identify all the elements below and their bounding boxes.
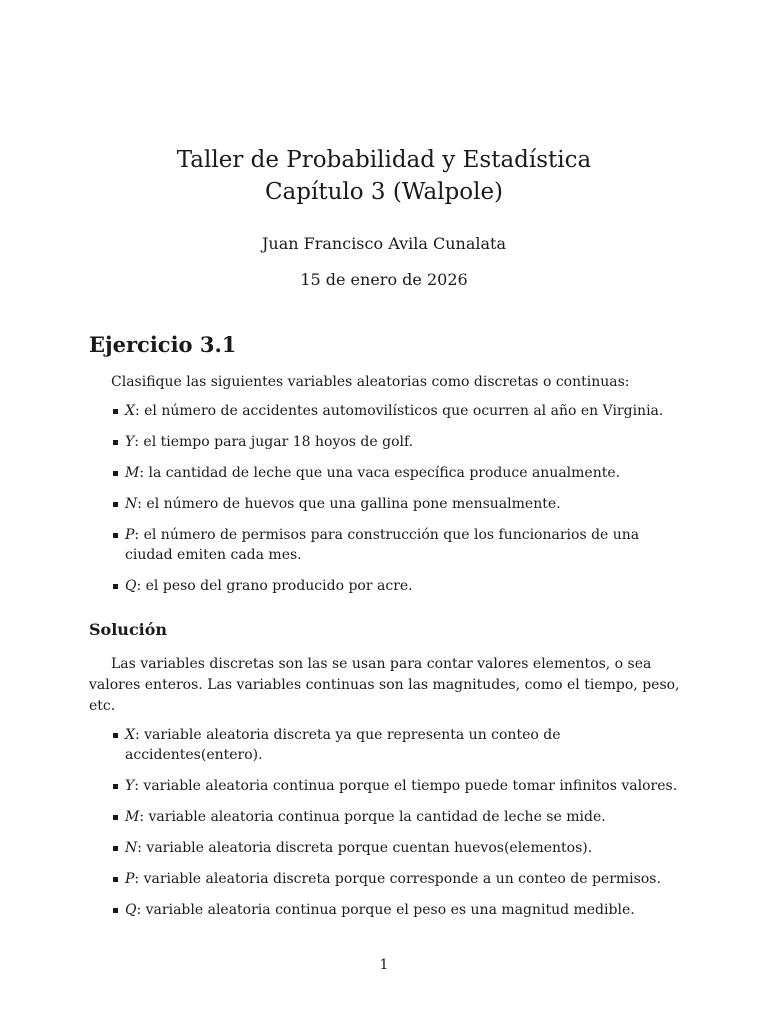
solution-list [89,725,684,920]
variable-symbol: X [125,727,135,743]
bullet-square-icon [113,877,118,882]
item-text: : el número de huevos que una gallina pone mensualmente. [137,496,561,512]
bullet-square-icon [113,815,118,820]
bullet-square-icon [113,784,118,789]
item-text: : variable aleatoria discreta porque corresponde a un conteo de permisos. [134,871,661,887]
list-item [89,432,684,452]
title-block [0,144,768,292]
date: 15 de enero de 2026 [300,270,468,289]
document-body [89,330,684,931]
list-item [89,463,684,483]
document-title: Taller de Probabilidad y Estadística [176,147,592,173]
list-item [89,401,684,421]
variable-symbol: P [125,871,135,887]
variable-symbol: Q [125,578,137,594]
list-item [89,776,684,796]
bullet-square-icon [113,846,118,851]
item-text: : variable aleatoria continua porque el tiempo puede tomar infinitos valores. [134,778,678,794]
variable-symbol: M [125,809,140,825]
item-text: : el número de permisos para construcción que los funcionarios de una ciudad emiten cada mes. [125,527,640,563]
item-text: : la cantidad de leche que una vaca específica produce anualmente. [139,465,621,481]
item-text: : el número de accidentes automovilísticos que ocurren al año en Virginia. [134,403,664,419]
bullet-square-icon [113,533,118,538]
exercise-intro: Clasifique las siguientes variables aleatorias como discretas o continuas: [111,374,630,390]
variable-symbol: N [125,496,138,512]
variable-symbol: Y [125,778,135,794]
item-text: : variable aleatoria continua porque el peso es una magnitud medible. [136,902,635,918]
solution-intro: Las variables discretas son las se usan para contar valores elementos, o sea valores enteros. Las variables continuas son las magnitudes, como el tiempo, peso, etc. [89,656,680,714]
list-item [89,725,684,765]
bullet-square-icon [113,502,118,507]
bullet-square-icon [113,733,118,738]
author: Juan Francisco Avila Cunalata [261,234,507,253]
list-item [89,807,684,827]
variable-symbol: X [125,403,135,419]
bullet-square-icon [113,471,118,476]
item-text: : variable aleatoria discreta ya que representa un conteo de accidentes(entero). [125,727,561,763]
bullet-square-icon [113,440,118,445]
exercise-heading: Ejercicio 3.1 [89,332,237,357]
variable-symbol: Q [125,902,137,918]
item-text: : el tiempo para jugar 18 hoyos de golf. [134,434,414,450]
item-text: : el peso del grano producido por acre. [136,578,413,594]
list-item [89,576,684,596]
bullet-square-icon [113,584,118,589]
variable-symbol: P [125,527,135,543]
page-number: 1 [379,957,389,973]
exercise-list [89,401,684,596]
item-text: : variable aleatoria continua porque la cantidad de leche se mide. [139,809,606,825]
list-item [89,525,684,565]
list-item [89,900,684,920]
variable-symbol: M [125,465,140,481]
variable-symbol: Y [125,434,135,450]
item-text: : variable aleatoria discreta porque cuentan huevos(elementos). [137,840,593,856]
list-item [89,494,684,514]
list-item [89,838,684,858]
bullet-square-icon [113,908,118,913]
list-item [89,869,684,889]
bullet-square-icon [113,409,118,414]
solution-heading: Solución [89,620,168,639]
document-subtitle: Capítulo 3 (Walpole) [264,179,504,205]
variable-symbol: N [125,840,138,856]
